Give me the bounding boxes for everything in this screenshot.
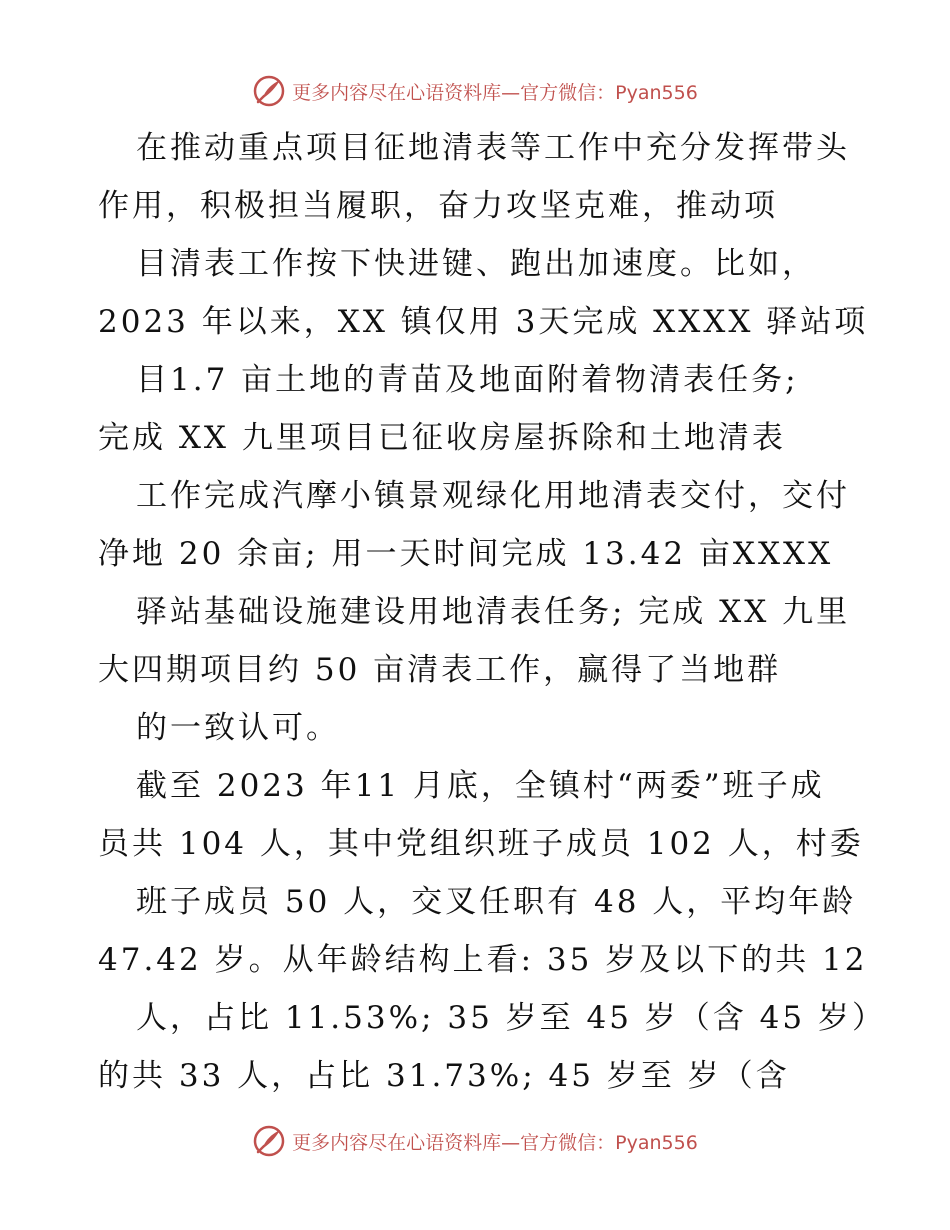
body-line-9: 驿站基础设施建设用地清表任务; 完成 XX 九里 (136, 594, 851, 630)
feather-pen-logo-icon (252, 1124, 286, 1158)
feather-pen-logo-icon (252, 74, 286, 108)
body-line-12: 截至 2023 年11 月底，全镇村“两委”班子成 (136, 768, 825, 804)
body-line-7: 工作完成汽摩小镇景观绿化用地清表交付，交付 (136, 478, 850, 514)
body-line-1: 在推动重点项目征地清表等工作中充分发挥带头 (136, 130, 850, 166)
footer-banner (0, 1121, 950, 1161)
body-line-14: 班子成员 50 人，交叉任职有 48 人，平均年龄 (136, 884, 857, 920)
body-line-5: 目1.7 亩土地的青苗及地面附着物清表任务; (136, 362, 799, 398)
body-line-15: 47.42 岁。从年龄结构上看: 35 岁及以下的共 12 (98, 942, 868, 978)
body-line-6: 完成 XX 九里项目已征收房屋拆除和土地清表 (98, 420, 786, 456)
body-line-2: 作用，积极担当履职，奋力攻坚克难，推动项 (98, 188, 778, 224)
body-line-13: 员共 104 人，其中党组织班子成员 102 人，村委 (98, 826, 864, 862)
body-line-4: 2023 年以来，XX 镇仅用 3天完成 XXXX 驿站项 (98, 304, 869, 340)
body-line-17: 的共 33 人，占比 31.73%; 45 岁至 岁（含 (98, 1058, 790, 1094)
body-line-16: 人，占比 11.53%; 35 岁至 45 岁（含 45 岁） (136, 1000, 886, 1036)
body-line-3: 目清表工作按下快进键、跑出加速度。比如， (136, 246, 816, 282)
footer-banner-text: 更多内容尽在心语资料库—官方微信：Pyan556 (292, 1131, 698, 1154)
body-line-10: 大四期项目约 50 亩清表工作，赢得了当地群 (98, 652, 782, 688)
header-banner-text: 更多内容尽在心语资料库—官方微信：Pyan556 (292, 81, 698, 104)
body-line-11: 的一致认可。 (136, 710, 340, 746)
body-line-8: 净地 20 余亩; 用一天时间完成 13.42 亩XXXX (98, 536, 834, 572)
header-banner (0, 71, 950, 111)
